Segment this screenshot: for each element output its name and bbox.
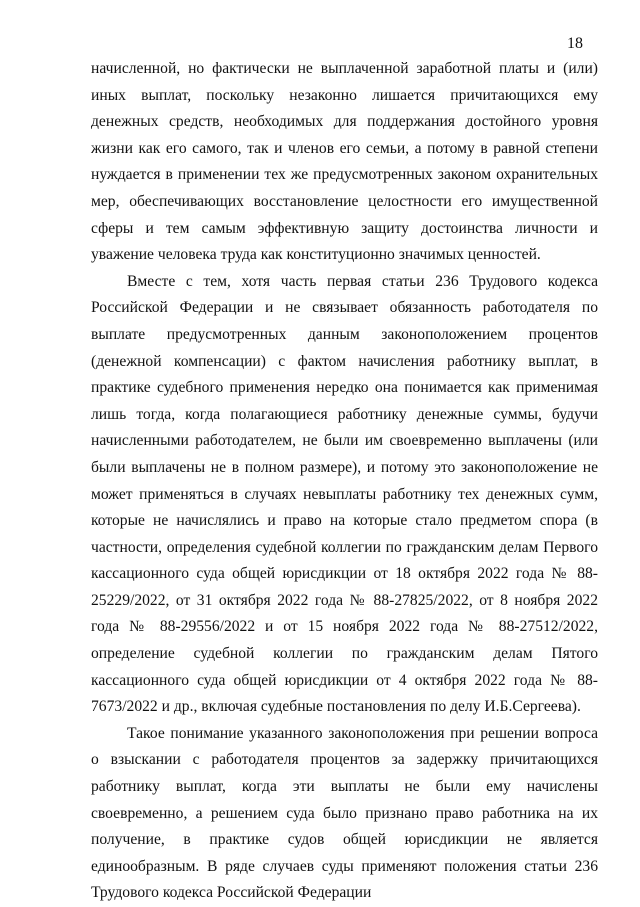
document-body	[91, 56, 598, 907]
paragraph-practice: Вместе с тем, хотя часть первая статьи 236 Трудового кодекса Российской Федерации и не связывает обязанность работодателя по выплате предусмотренных данным законоположением процентов (денежной компенсации) с фактом начисления работнику выплат, в практике судебного применения нередко она понимается как применимая лишь тогда, когда полагающиеся работнику денежные суммы, будучи начисленными работодателем, не были им своевременно выплачены (или были выплачены не в полном размере), и потому это законоположение не может применяться в случаях невыплаты работнику тех денежных сумм, которые не начислялись и право на которые стало предметом спора (в частности, определения судебной коллегии по гражданским делам Первого кассационного суда общей юрисдикции от 18 октября 2022 года № 88-25229/2022, от 31 октября 2022 года № 88-27825/2022, от 8 ноября 2022 года № 88-29556/2022 и от 15 ноября 2022 года № 88-27512/2022, определение судебной коллегии по гражданским делам Пятого кассационного суда общей юрисдикции от 4 октября 2022 года № 88-7673/2022 и др., включая судебные постановления по делу И.Б.Сергеева).	[91, 272, 598, 716]
paragraph-interpretation: Такое понимание указанного законоположения при решении вопроса о взыскании с работодателя процентов за задержку причитающихся работнику выплат, когда эти выплаты не были ему начислены своевременно, а решением суда было признано право работника на их получение, в практике судов общей юрисдикции не является единообразным. В ряде случаев суды применяют положения статьи 236 Трудового кодекса Российской Федерации	[91, 724, 598, 902]
page-number: 18	[567, 35, 583, 52]
paragraph-continuation: начисленной, но фактически не выплаченной заработной платы и (или) иных выплат, поскольку незаконно лишается причитающихся ему денежных средств, необходимых для поддержания достойного уровня жизни как его самого, так и членов его семьи, а потому в равной степени нуждается в применении тех же предусмотренных законом охранительных мер, обеспечивающих восстановление целостности его имущественной сферы и тем самым эффективную защиту достоинства личности и уважение человека труда как конституционно значимых ценностей.	[91, 60, 598, 264]
